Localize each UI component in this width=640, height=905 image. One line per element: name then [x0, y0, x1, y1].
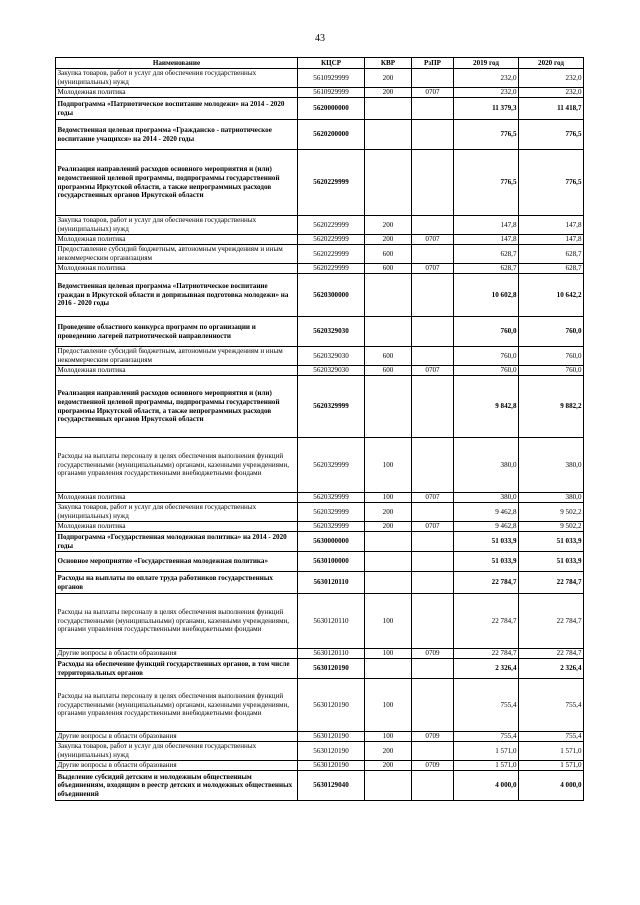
cell-rzpr — [412, 150, 454, 216]
cell-rzpr — [412, 679, 454, 732]
cell-name: Закупка товаров, работ и услуг для обеспечения государственных (муниципальных) нужд — [56, 216, 298, 235]
cell-2020: 22 784,7 — [519, 594, 584, 649]
table-row — [56, 216, 584, 235]
cell-name: Молодежная политика — [56, 366, 298, 376]
cell-name: Другие вопросы в области образования — [56, 732, 298, 742]
table-row — [56, 347, 584, 366]
cell-kcsr: 5630120190 — [298, 761, 365, 771]
cell-2020: 380,0 — [519, 493, 584, 503]
cell-2019: 755,4 — [454, 732, 519, 742]
cell-2020: 147,8 — [519, 235, 584, 245]
cell-2020: 760,0 — [519, 366, 584, 376]
cell-kvr: 200 — [365, 503, 412, 522]
cell-kvr: 100 — [365, 438, 412, 493]
cell-2020: 147,8 — [519, 216, 584, 235]
cell-rzpr: 0707 — [412, 264, 454, 274]
cell-rzpr: 0707 — [412, 366, 454, 376]
header-kcsr: КЦСР — [298, 58, 365, 69]
cell-rzpr — [412, 572, 454, 594]
cell-kvr: 600 — [365, 264, 412, 274]
cell-2019: 147,8 — [454, 216, 519, 235]
cell-2020: 760,0 — [519, 317, 584, 347]
table-row — [56, 264, 584, 274]
cell-kcsr: 5630120110 — [298, 649, 365, 659]
cell-name: Закупка товаров, работ и услуг для обеспечения государственных (муниципальных) нужд — [56, 742, 298, 761]
cell-2019: 380,0 — [454, 493, 519, 503]
cell-name: Проведение областного конкурса программ по организации и проведению лагерей патриотической направленности — [56, 317, 298, 347]
cell-kvr: 100 — [365, 594, 412, 649]
header-2020: 2020 год — [519, 58, 584, 69]
cell-kcsr: 5610929999 — [298, 88, 365, 98]
table-row — [56, 98, 584, 120]
cell-kvr: 600 — [365, 347, 412, 366]
header-kvr: КВР — [365, 58, 412, 69]
cell-2019: 10 602,8 — [454, 274, 519, 317]
cell-name: Другие вопросы в области образования — [56, 761, 298, 771]
cell-2019: 232,0 — [454, 69, 519, 88]
cell-name: Молодежная политика — [56, 493, 298, 503]
cell-2020: 380,0 — [519, 438, 584, 493]
cell-kvr — [365, 120, 412, 150]
cell-kcsr: 5620200000 — [298, 120, 365, 150]
cell-rzpr — [412, 771, 454, 801]
cell-kcsr: 5620300000 — [298, 274, 365, 317]
cell-2020: 51 033,9 — [519, 532, 584, 552]
cell-kvr: 600 — [365, 245, 412, 264]
table-row — [56, 88, 584, 98]
cell-name: Ведомственная целевая программа «Гражданско - патриотическое воспитание учащихся» на 2014 - 2020 годы — [56, 120, 298, 150]
cell-kvr — [365, 532, 412, 552]
table-row — [56, 771, 584, 801]
table-row — [56, 376, 584, 438]
cell-2019: 9 842,8 — [454, 376, 519, 438]
cell-kvr — [365, 274, 412, 317]
cell-2020: 1 571,0 — [519, 742, 584, 761]
table-row — [56, 742, 584, 761]
cell-2019: 760,0 — [454, 317, 519, 347]
table-row — [56, 493, 584, 503]
cell-kvr: 200 — [365, 522, 412, 532]
cell-2020: 776,5 — [519, 120, 584, 150]
cell-name: Ведомственная целевая программа «Патриотическое воспитание граждан в Иркутской области и допризывная подготовка молодежи» на 2016 - 2020 годы — [56, 274, 298, 317]
cell-kvr: 200 — [365, 235, 412, 245]
table-row — [56, 679, 584, 732]
cell-2020: 232,0 — [519, 88, 584, 98]
cell-name: Расходы на выплаты персоналу в целях обеспечения выполнения функций государственными (муниципальными) органами, казенными учреждениями, органами управления государственными внебюджетными фондами — [56, 679, 298, 732]
cell-name: Реализация направлений расходов основного мероприятия и (или) ведомственной целевой программы, подпрограммы государственной программы Иркутской области, а также непрограммных расходов государственных органов Иркутской области — [56, 376, 298, 438]
cell-kcsr: 5620329999 — [298, 376, 365, 438]
cell-2020: 776,5 — [519, 150, 584, 216]
cell-kcsr: 5620229999 — [298, 150, 365, 216]
cell-kcsr: 5620229999 — [298, 245, 365, 264]
cell-2020: 1 571,0 — [519, 761, 584, 771]
cell-name: Выделение субсидий детским и молодежным общественным объединениям, входящим в реестр детских и молодежных общественных объединений — [56, 771, 298, 801]
table-row — [56, 150, 584, 216]
cell-rzpr — [412, 594, 454, 649]
table-row — [56, 366, 584, 376]
cell-2019: 776,5 — [454, 150, 519, 216]
page-number: 43 — [315, 33, 325, 44]
cell-kvr — [365, 376, 412, 438]
cell-kcsr: 5630120190 — [298, 659, 365, 679]
cell-name: Предоставление субсидий бюджетным, автономным учреждениям и иным некоммерческим организациям — [56, 347, 298, 366]
cell-name: Закупка товаров, работ и услуг для обеспечения государственных (муниципальных) нужд — [56, 69, 298, 88]
cell-2019: 22 784,7 — [454, 572, 519, 594]
cell-kvr — [365, 771, 412, 801]
cell-kcsr: 5630120110 — [298, 594, 365, 649]
cell-rzpr — [412, 216, 454, 235]
cell-2020: 11 418,7 — [519, 98, 584, 120]
cell-rzpr: 0707 — [412, 522, 454, 532]
cell-name: Молодежная политика — [56, 235, 298, 245]
cell-kcsr: 5630120190 — [298, 679, 365, 732]
table-row — [56, 649, 584, 659]
cell-2020: 760,0 — [519, 347, 584, 366]
cell-rzpr — [412, 376, 454, 438]
table-row — [56, 761, 584, 771]
cell-name: Реализация направлений расходов основного мероприятия и (или) ведомственной целевой программы, подпрограммы государственной программы Иркутской области, а также непрограммных расходов государственных органов Иркутской области — [56, 150, 298, 216]
cell-2019: 9 462,8 — [454, 503, 519, 522]
cell-kcsr: 5620329999 — [298, 503, 365, 522]
cell-kcsr: 5630100000 — [298, 552, 365, 572]
cell-2019: 760,0 — [454, 347, 519, 366]
table-row — [56, 503, 584, 522]
cell-name: Расходы на выплаты персоналу в целях обеспечения выполнения функций государственными (муниципальными) органами, казенными учреждениями, органами управления государственными внебюджетными фондами — [56, 438, 298, 493]
table-body — [56, 69, 584, 801]
table-row — [56, 120, 584, 150]
cell-2019: 51 033,9 — [454, 532, 519, 552]
cell-rzpr: 0707 — [412, 235, 454, 245]
cell-2020: 628,7 — [519, 245, 584, 264]
table-row — [56, 732, 584, 742]
cell-kvr: 200 — [365, 88, 412, 98]
cell-kvr: 100 — [365, 649, 412, 659]
cell-2020: 51 033,9 — [519, 552, 584, 572]
header-2019: 2019 год — [454, 58, 519, 69]
cell-2020: 232,0 — [519, 69, 584, 88]
cell-kcsr: 5610929999 — [298, 69, 365, 88]
cell-2020: 22 784,7 — [519, 649, 584, 659]
cell-name: Молодежная политика — [56, 88, 298, 98]
cell-2019: 628,7 — [454, 245, 519, 264]
cell-rzpr: 0707 — [412, 88, 454, 98]
cell-name: Молодежная политика — [56, 264, 298, 274]
cell-2019: 380,0 — [454, 438, 519, 493]
cell-name: Расходы на выплаты по оплате труда работников государственных органов — [56, 572, 298, 594]
cell-kvr — [365, 317, 412, 347]
cell-2020: 10 642,2 — [519, 274, 584, 317]
cell-2019: 628,7 — [454, 264, 519, 274]
cell-kcsr: 5630120190 — [298, 742, 365, 761]
cell-2019: 11 379,3 — [454, 98, 519, 120]
cell-kcsr: 5620229999 — [298, 264, 365, 274]
cell-rzpr — [412, 120, 454, 150]
cell-2019: 22 784,7 — [454, 649, 519, 659]
cell-kvr — [365, 572, 412, 594]
cell-rzpr — [412, 552, 454, 572]
table-row — [56, 552, 584, 572]
cell-2020: 755,4 — [519, 732, 584, 742]
table-row — [56, 235, 584, 245]
table-row — [56, 522, 584, 532]
cell-name: Расходы на обеспечение функций государственных органов, в том числе территориальных органов — [56, 659, 298, 679]
table-row — [56, 245, 584, 264]
cell-2019: 760,0 — [454, 366, 519, 376]
cell-2019: 1 571,0 — [454, 742, 519, 761]
cell-rzpr — [412, 347, 454, 366]
cell-kcsr: 5620329999 — [298, 438, 365, 493]
cell-kvr: 200 — [365, 69, 412, 88]
cell-2020: 755,4 — [519, 679, 584, 732]
cell-kcsr: 5630120110 — [298, 572, 365, 594]
cell-kcsr: 5620329030 — [298, 366, 365, 376]
cell-rzpr: 0707 — [412, 493, 454, 503]
cell-name: Подпрограмма «Государственная молодежная политика» на 2014 - 2020 годы — [56, 532, 298, 552]
table-row — [56, 274, 584, 317]
cell-rzpr — [412, 532, 454, 552]
cell-kcsr: 5620329999 — [298, 522, 365, 532]
cell-2019: 2 326,4 — [454, 659, 519, 679]
cell-rzpr — [412, 98, 454, 120]
table-row — [56, 572, 584, 594]
cell-2020: 628,7 — [519, 264, 584, 274]
table-row — [56, 69, 584, 88]
cell-kvr — [365, 552, 412, 572]
cell-kvr: 200 — [365, 216, 412, 235]
cell-rzpr — [412, 245, 454, 264]
cell-kcsr: 5620329030 — [298, 317, 365, 347]
cell-rzpr: 0709 — [412, 761, 454, 771]
cell-2019: 22 784,7 — [454, 594, 519, 649]
cell-2019: 9 462,8 — [454, 522, 519, 532]
cell-rzpr — [412, 274, 454, 317]
cell-2020: 9 502,2 — [519, 522, 584, 532]
cell-2019: 1 571,0 — [454, 761, 519, 771]
cell-kvr: 600 — [365, 366, 412, 376]
cell-rzpr: 0709 — [412, 649, 454, 659]
cell-kcsr: 5620329999 — [298, 493, 365, 503]
table-row — [56, 317, 584, 347]
table-row — [56, 532, 584, 552]
cell-name: Расходы на выплаты персоналу в целях обеспечения выполнения функций государственными (муниципальными) органами, казенными учреждениями, органами управления государственными внебюджетными фондами — [56, 594, 298, 649]
cell-kvr — [365, 150, 412, 216]
cell-kvr: 200 — [365, 742, 412, 761]
cell-kvr: 100 — [365, 493, 412, 503]
cell-name: Закупка товаров, работ и услуг для обеспечения государственных (муниципальных) нужд — [56, 503, 298, 522]
cell-2020: 2 326,4 — [519, 659, 584, 679]
table-header-row — [56, 58, 584, 69]
cell-rzpr — [412, 317, 454, 347]
table-row — [56, 659, 584, 679]
cell-kcsr: 5620329030 — [298, 347, 365, 366]
cell-rzpr — [412, 659, 454, 679]
cell-kvr — [365, 659, 412, 679]
cell-name: Другие вопросы в области образования — [56, 649, 298, 659]
cell-2019: 776,5 — [454, 120, 519, 150]
cell-kcsr: 5630129040 — [298, 771, 365, 801]
table-row — [56, 594, 584, 649]
cell-rzpr: 0709 — [412, 732, 454, 742]
cell-kcsr: 5630120190 — [298, 732, 365, 742]
cell-rzpr — [412, 69, 454, 88]
cell-2020: 9 502,2 — [519, 503, 584, 522]
cell-rzpr — [412, 503, 454, 522]
cell-rzpr — [412, 742, 454, 761]
cell-2020: 4 000,0 — [519, 771, 584, 801]
cell-kcsr: 5620000000 — [298, 98, 365, 120]
cell-kcsr: 5620229999 — [298, 235, 365, 245]
header-name: Наименование — [56, 58, 298, 69]
cell-name: Предоставление субсидий бюджетным, автономным учреждениям и иным некоммерческим организациям — [56, 245, 298, 264]
cell-2019: 232,0 — [454, 88, 519, 98]
table-row — [56, 438, 584, 493]
cell-2019: 755,4 — [454, 679, 519, 732]
cell-kcsr: 5630000000 — [298, 532, 365, 552]
cell-name: Основное мероприятие «Государственная молодежная политика» — [56, 552, 298, 572]
cell-kvr — [365, 98, 412, 120]
cell-2020: 9 882,2 — [519, 376, 584, 438]
cell-2019: 4 000,0 — [454, 771, 519, 801]
header-rzpr: РзПР — [412, 58, 454, 69]
cell-2019: 147,8 — [454, 235, 519, 245]
cell-name: Подпрограмма «Патриотическое воспитание молодежи» на 2014 - 2020 годы — [56, 98, 298, 120]
cell-kvr: 100 — [365, 732, 412, 742]
cell-kvr: 200 — [365, 761, 412, 771]
cell-2020: 22 784,7 — [519, 572, 584, 594]
cell-2019: 51 033,9 — [454, 552, 519, 572]
cell-kcsr: 5620229999 — [298, 216, 365, 235]
cell-rzpr — [412, 438, 454, 493]
budget-table — [55, 57, 584, 801]
cell-kvr: 100 — [365, 679, 412, 732]
cell-name: Молодежная политика — [56, 522, 298, 532]
